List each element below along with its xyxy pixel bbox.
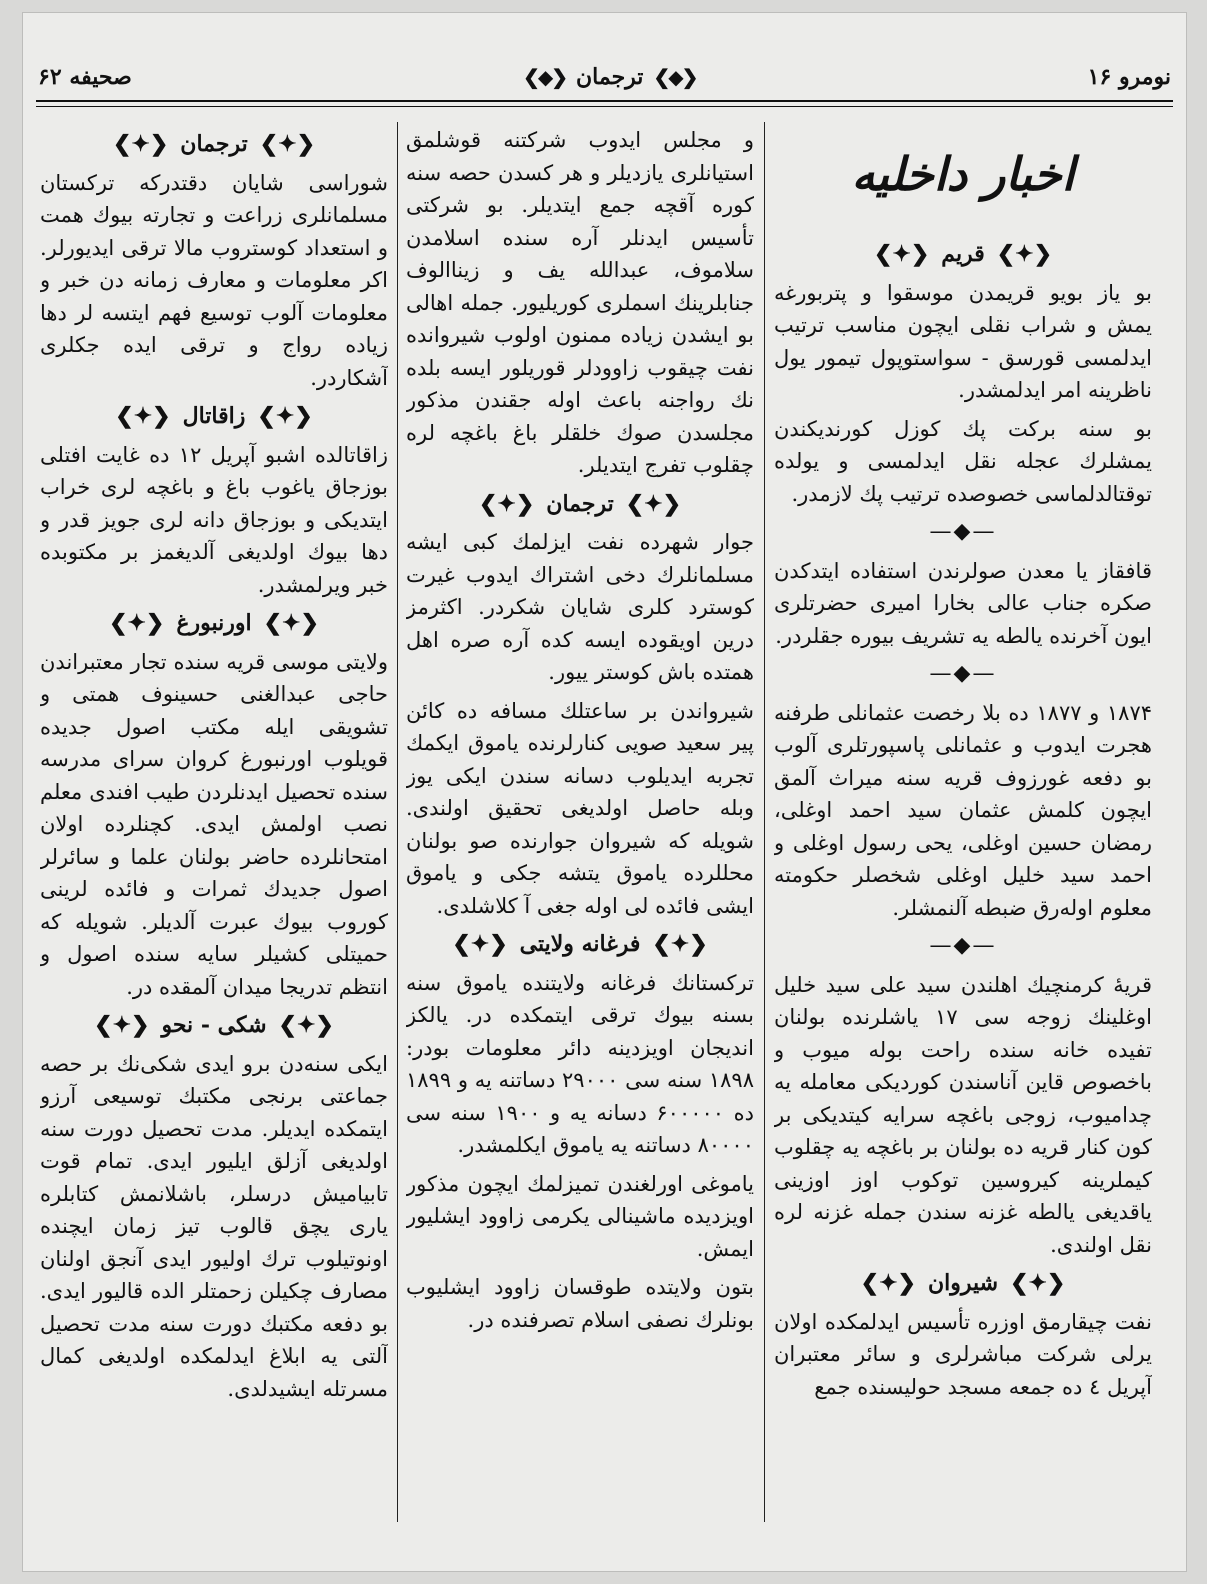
ornament-icon: ❮✦❯ <box>478 490 535 517</box>
article-paragraph: شیرواندن بر ساعتلك مسافه ده کائن پیر سعید صویی کنارلرنده یاموق ایکمك تجربه ایدیلوب دسانه سندن ایکی یوز وبله حاصل اولدیغی تحقیق اولندی. شویله که شیروان جوارنده صو بولنان محللرده یاموق یتشه جکی و یاموق ایشی فائده لی اوله جغی آ کلاشلدی. <box>406 698 754 918</box>
column-divider <box>397 122 398 1522</box>
section-heading: ❮✦❯ ترجمان ❮✦❯ <box>406 488 754 521</box>
ornament-icon: ❮✦❯ <box>873 241 930 267</box>
article-paragraph: ایکی سنه‌دن برو ایدی شکی‌نك بر حصه جماعتی برنجی مکتبك توسیعی آرزو ایتمکده ایدیلر. مدت تحصیل دورت سنه اولدیغی آزلق ایلیور ایدی. تمام قوت تابیامیش درسلر، باشلانمش کتابلره یاری یچق قالوب تیز زمان ایچنده اونوتیلوب ترك اولیور ایدی آنجق اولنان مصارف چکیلن زحمتلر الده قالیور ایدی. بو دفعه مکتبك دورت سنه مدت تحصیل آلتی یه ابلاغ ایدلمکده اولدیغی کمال مسرتله ایشیدلدی. <box>40 1051 388 1401</box>
article-paragraph: جوار شهرده نفت ایزلمك کبی ایشه مسلمانلرك دخی اشتراك ایدوب غیرت کوسترد کلری شایان شکردر. اکثرمز درین اویقوده ایسه کده آره صره اهل همتده باش کوستر ییور. <box>406 530 754 684</box>
page-number: صحیفه ۶۲ <box>38 64 132 90</box>
section-heading: ❮✦❯ فرغانه ولایتی ❮✦❯ <box>406 928 754 961</box>
article-paragraph: قریهٔ کرمنچیك اهلندن سید علی سید خلیل اوغلینك زوجه سی ۱۷ یاشلرنده بولنان تفیده خانه سنده راحت بوله میوب و باخصوص قاین آناسندن کوردیکی معامله یه چدامیوب، زوجی باغچه سرایه کیتدیکی بر کون کنار قریه ده بولنان بر باغچه یه چقلوب کیملرینه کیروسین توکوب اوز اوزینی یاقدیغی یالطه غزنه سندن جمله غزنه لره نقل اولندی. <box>774 972 1152 1257</box>
header-rule <box>36 100 1173 102</box>
newspaper-title: ترجمان <box>575 64 644 90</box>
article-paragraph: قافقاز یا معدن صولرندن استفاده ایتدکدن صکره جناب عالی بخارا امیری حضرتلری ایون آخرنده یالطه یه تشریف بیوره جقلردر. <box>774 558 1152 648</box>
page-header <box>38 54 1171 100</box>
article-paragraph: نفت چیقارمق اوزره تأسیس ایدلمکده اولان یرلی شرکت مباشرلری و سائر معتبران آپریل ٤ ده جمعه مسجد حولیسنده جمع <box>774 1309 1152 1399</box>
separator-icon: —◆— <box>929 519 997 544</box>
article-paragraph: ترکستانك فرغانه ولایتنده یاموق سنه بسنه بیوك ترقی ایتمکده در. یالکز اندیجان اویزدینه دائر معلومات بودر: ۱۸۹۸ سنه سی ۲۹۰۰۰ دساتنه یه و ۱۸۹۹ ده ۶۰۰۰۰۰ دسانه یه و ۱۹۰۰ سنه سی ۸۰۰۰۰ دساتنه یه یاموق ایکلمشدر. <box>406 970 754 1157</box>
newspaper-page <box>22 12 1187 1572</box>
section-heading: ❮✦❯ شیروان ❮✦❯ <box>774 1267 1152 1300</box>
ornament-icon: ❮✦❯ <box>263 610 319 636</box>
separator-icon: —◆— <box>929 661 997 686</box>
section-heading: ❮✦❯ ترجمان ❮✦❯ <box>40 128 388 161</box>
ornament-icon: ❮✦❯ <box>115 403 171 429</box>
section-heading: ❮✦❯ اورنبورغ ❮✦❯ <box>40 607 388 640</box>
article-paragraph: بو سنه برکت پك کوزل کورندیکندن یمشلرك عجله نقل ایدلمسی و یولده توقتالدلماسی خصوصده ترتیب پك لازمدر. <box>774 416 1152 506</box>
ornament-icon: ❮✦❯ <box>259 131 316 157</box>
ornament-icon: ❮✦❯ <box>860 1270 916 1296</box>
issue-number: نومرو ۱۶ <box>1087 64 1171 90</box>
section-heading: ❮✦❯ شکی - نحو ❮✦❯ <box>40 1009 388 1042</box>
column-middle <box>406 124 754 1514</box>
ornament-icon: ❮◆❯ <box>653 65 697 89</box>
header-title-block <box>523 64 696 90</box>
ornament-icon: ❮✦❯ <box>94 1012 150 1038</box>
article-paragraph: ۱۸۷۴ و ۱۸۷۷ ده بلا رخصت عثمانلی طرفنه هجرت ایدوب و عثمانلی پاسپورتلری آلوب بو دفعه غورزوف قریه سنه میراث آلمق ایچون کلمش عثمان سید احمد اوغلی، رمضان حسین اوغلی، یحی رسول اوغلی و احمد سید خلیل اوغلی شخصلر حکومته معلوم اوله‌رق ضبطه آلنمشلر. <box>774 700 1152 920</box>
ornament-icon: ❮✦❯ <box>1010 1270 1066 1296</box>
column-right <box>774 124 1152 1514</box>
article-paragraph: یاموغی اورلغندن تمیزلمك ایچون مذکور اویزدیده ماشینالی یکرمی زاوود ایشلیور ایمش. <box>406 1171 754 1261</box>
article-paragraph: و مجلس ایدوب شرکتنه قوشلمق استیانلری یازدیلر و هر کسدن حصه سنه کوره آقچه جمع ایتدیلر. بو شرکتی تأسیس ایدنلر آره سنده اسلامدن سلاموف، عبدالله یف و زیناالوف جنابلرینك اسملری کوریلیور. جمله اهالی بو ایشدن زیاده ممنون اولوب شیروانده نفت چیقوب زاوودلر قوریلور ایسه بلده نك رواجنه باعث اوله جقندن مذکور مجلسدن صوك خلقلر باغ باغچه لره چقلوب تفرج ایتدیلر. <box>406 128 754 477</box>
article-paragraph: زاقاتالده اشبو آپریل ۱۲ ده غایت افتلی بوزجاق یاغوب باغ و باغچه لری خراب ایتدیکی و بوزجاق دانه لری جویز قدر و دها بیوك اولدیغی آلدیغمز بر مکتوبده خبر ویرلمشدر. <box>40 442 388 597</box>
section-masthead: اخبار داخلیه <box>851 147 1075 201</box>
ornament-icon: ❮✦❯ <box>257 403 313 429</box>
header-rule-thin <box>36 106 1173 107</box>
ornament-icon: ❮◆❯ <box>523 65 566 89</box>
ornament-icon: ❮✦❯ <box>112 131 169 157</box>
section-heading: ❮✦❯ زاقاتال ❮✦❯ <box>40 400 388 433</box>
article-paragraph: بو یاز بویو قریمدن موسقوا و پتربورغه یمش و شراب نقلی ایچون مناسب ترتیب ایدلمسی قورسق - سواستوپول تیمور یول ناظرینه امر ایدلمشدر. <box>774 280 1152 402</box>
article-paragraph: ولایتی موسی قریه سنده تجار معتبراندن حاجی عبدالغنی حسینوف همتی و تشویقی ایله مکتب اصول جدیده قویلوب اورنبورغ کروان سرای مدرسه سنده تحصیل ایدنلردن طیب افندی معلم نصب اولمش ایدی. کچنلرده اولان امتحانلرده حاضر بولنان علما و سائرلر اصول جدیدك ثمرات و فائده لرینی کوروب بیوك عبرت آلدیلر. شویله که حمیتلی کشیلر سایه سنده اصول و انتظم تدریجا میدان آلمقده در. <box>40 649 388 999</box>
ornament-icon: ❮✦❯ <box>625 490 682 517</box>
section-heading: ❮✦❯ قریم ❮✦❯ <box>774 238 1152 271</box>
column-divider <box>764 122 765 1522</box>
ornament-icon: ❮✦❯ <box>452 931 508 957</box>
ornament-icon: ❮✦❯ <box>278 1012 334 1038</box>
ornament-icon: ❮✦❯ <box>652 931 708 957</box>
article-paragraph: شوراسی شایان دقتدرکه ترکستان مسلمانلری زراعت و تجارته بیوك همت و استعداد کوستروب مالا ترقی ایدیورلر. اکر معلومات و معارف زمانه دن خبر و معلومات آلوب توسیع فهم ایتسه لر دها زیاده رواج و ترقی ایده جکلری آشکاردر. <box>40 170 388 390</box>
ornament-icon: ❮✦❯ <box>109 610 165 636</box>
separator-icon: —◆— <box>929 933 997 958</box>
ornament-icon: ❮✦❯ <box>996 241 1053 267</box>
column-left <box>40 124 388 1514</box>
article-paragraph: بتون ولایتده طوقسان زاوود ایشلیوب بونلرك نصفی اسلام تصرفنده در. <box>406 1275 754 1332</box>
